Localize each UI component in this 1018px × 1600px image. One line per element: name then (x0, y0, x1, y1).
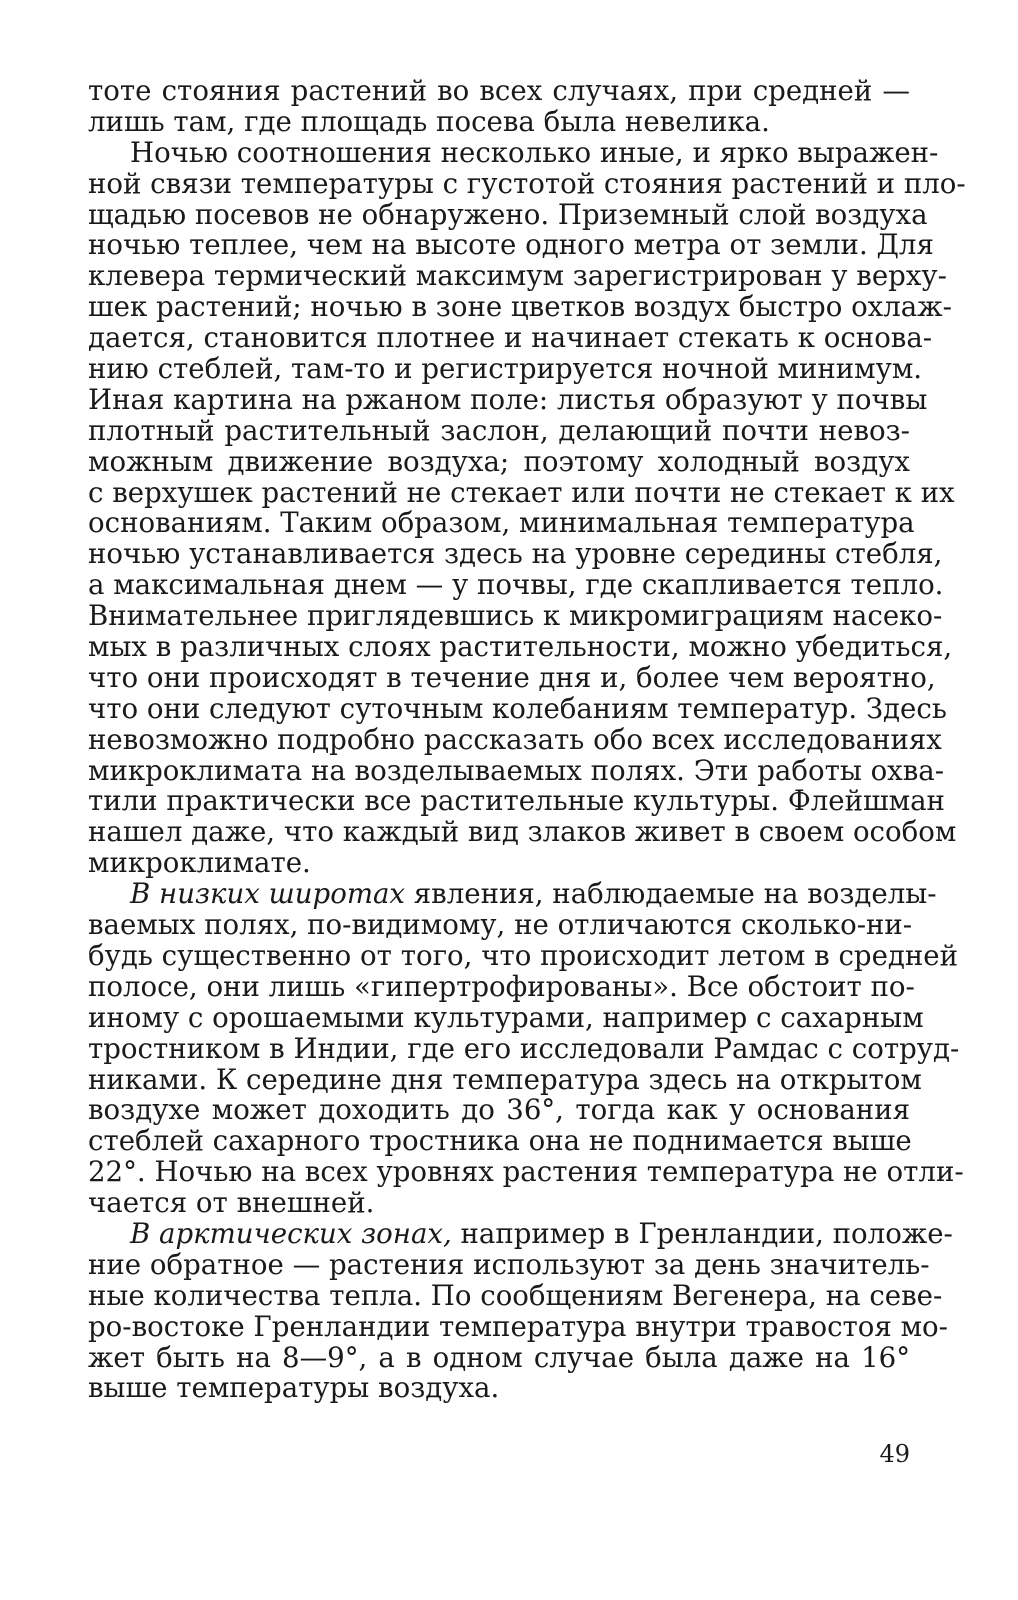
text-line: нию стеблей, там-то и регистрируется ночной минимум. (88, 352, 923, 386)
text-line: микроклимате. (88, 846, 311, 880)
text-line: ной связи температуры с густотой стояния растений и пло- (88, 166, 966, 200)
text-line: клевера термический максимум зарегистрирован у верху- (88, 259, 947, 293)
text-line: дается, становится плотнее и начинает стекать к основа- (88, 321, 933, 355)
text-line: ние обратное — растения используют за день значитель- (88, 1247, 930, 1281)
text-line: воздухе может доходить до 36°, тогда как у основания (88, 1093, 910, 1127)
text-line: 22°. Ночью на всех уровнях растения температура не отли- (88, 1155, 964, 1189)
text-line: что они происходят в течение дня и, более чем вероятно, (88, 660, 936, 694)
text-line: жет быть на 8—9°, а в одном случае была даже на 16° (88, 1340, 910, 1374)
line-rest: например в Гренландии, положе- (451, 1216, 953, 1250)
italic-phrase: В низких широтах (130, 877, 405, 911)
text-line: щадью посевов не обнаружено. Приземный слой воздуха (88, 197, 928, 231)
text-line: иному с орошаемыми культурами, например с сахарным (88, 1000, 924, 1034)
text-line: с верхушек растений не стекает или почти не стекает к их (88, 475, 955, 509)
text-line: можным движение воздуха; поэтому холодный воздух (88, 444, 910, 478)
text-line: невозможно подробно рассказать обо всех исследованиях (88, 722, 942, 756)
text-line: стеблей сахарного тростника она не поднимается выше (88, 1124, 912, 1158)
italic-phrase: В арктических зонах, (130, 1216, 452, 1250)
text-line: основаниям. Таким образом, минимальная температура (88, 506, 915, 540)
text-line: тили практически все растительные культуры. Флейшман (88, 784, 945, 818)
text-line: чается от внешней. (88, 1186, 375, 1220)
text-line (88, 1216, 953, 1250)
text-line: ночью устанавливается здесь на уровне середины стебля, (88, 537, 943, 571)
text-line: шек растений; ночью в зоне цветков воздух быстро охлаж- (88, 290, 952, 324)
text-line: тростником в Индии, где его исследовали Рамдас с сотруд- (88, 1031, 960, 1065)
text-line: а максимальная днем — у почвы, где скапливается тепло. (88, 568, 944, 602)
text-line: Внимательнее приглядевшись к микромиграциям насеко- (88, 599, 943, 633)
text-line: ваемых полях, по-видимому, не отличаются сколько-ни- (88, 908, 913, 942)
text-line (88, 877, 937, 911)
text-line: Ночью соотношения несколько иные, и ярко выражен- (130, 135, 939, 169)
body-text (88, 74, 966, 1405)
text-line: выше температуры воздуха. (88, 1371, 500, 1405)
text-line: никами. К середине дня температура здесь на открытом (88, 1062, 922, 1096)
text-line: микроклимата на возделываемых полях. Эти работы охва- (88, 753, 945, 787)
text-line: ночью теплее, чем на высоте одного метра от земли. Для (88, 228, 934, 262)
text-line: ро-востоке Гренландии температура внутри травостоя мо- (88, 1309, 948, 1343)
text-line: Иная картина на ржаном поле: листья образуют у почвы (88, 382, 928, 416)
text-line: плотный растительный заслон, делающий почти невоз- (88, 413, 910, 447)
line-rest: явления, наблюдаемые на возделы- (405, 877, 937, 911)
text-line: нашел даже, что каждый вид злаков живет в своем особом (88, 815, 957, 849)
text-line: что они следуют суточным колебаниям температур. Здесь (88, 691, 947, 725)
text-line: будь существенно от того, что происходит летом в средней (88, 938, 959, 972)
text-line: лишь там, где площадь посева была невелика. (88, 104, 770, 138)
text-line: ные количества тепла. По сообщениям Вегенера, на севе- (88, 1278, 943, 1312)
text-line: полосе, они лишь «гипертрофированы». Все обстоит по- (88, 969, 915, 1003)
page-number: 49 (879, 1440, 910, 1468)
text-line: тоте стояния растений во всех случаях, при средней — (88, 74, 910, 107)
text-line: мых в различных слоях растительности, можно убедиться, (88, 630, 953, 664)
